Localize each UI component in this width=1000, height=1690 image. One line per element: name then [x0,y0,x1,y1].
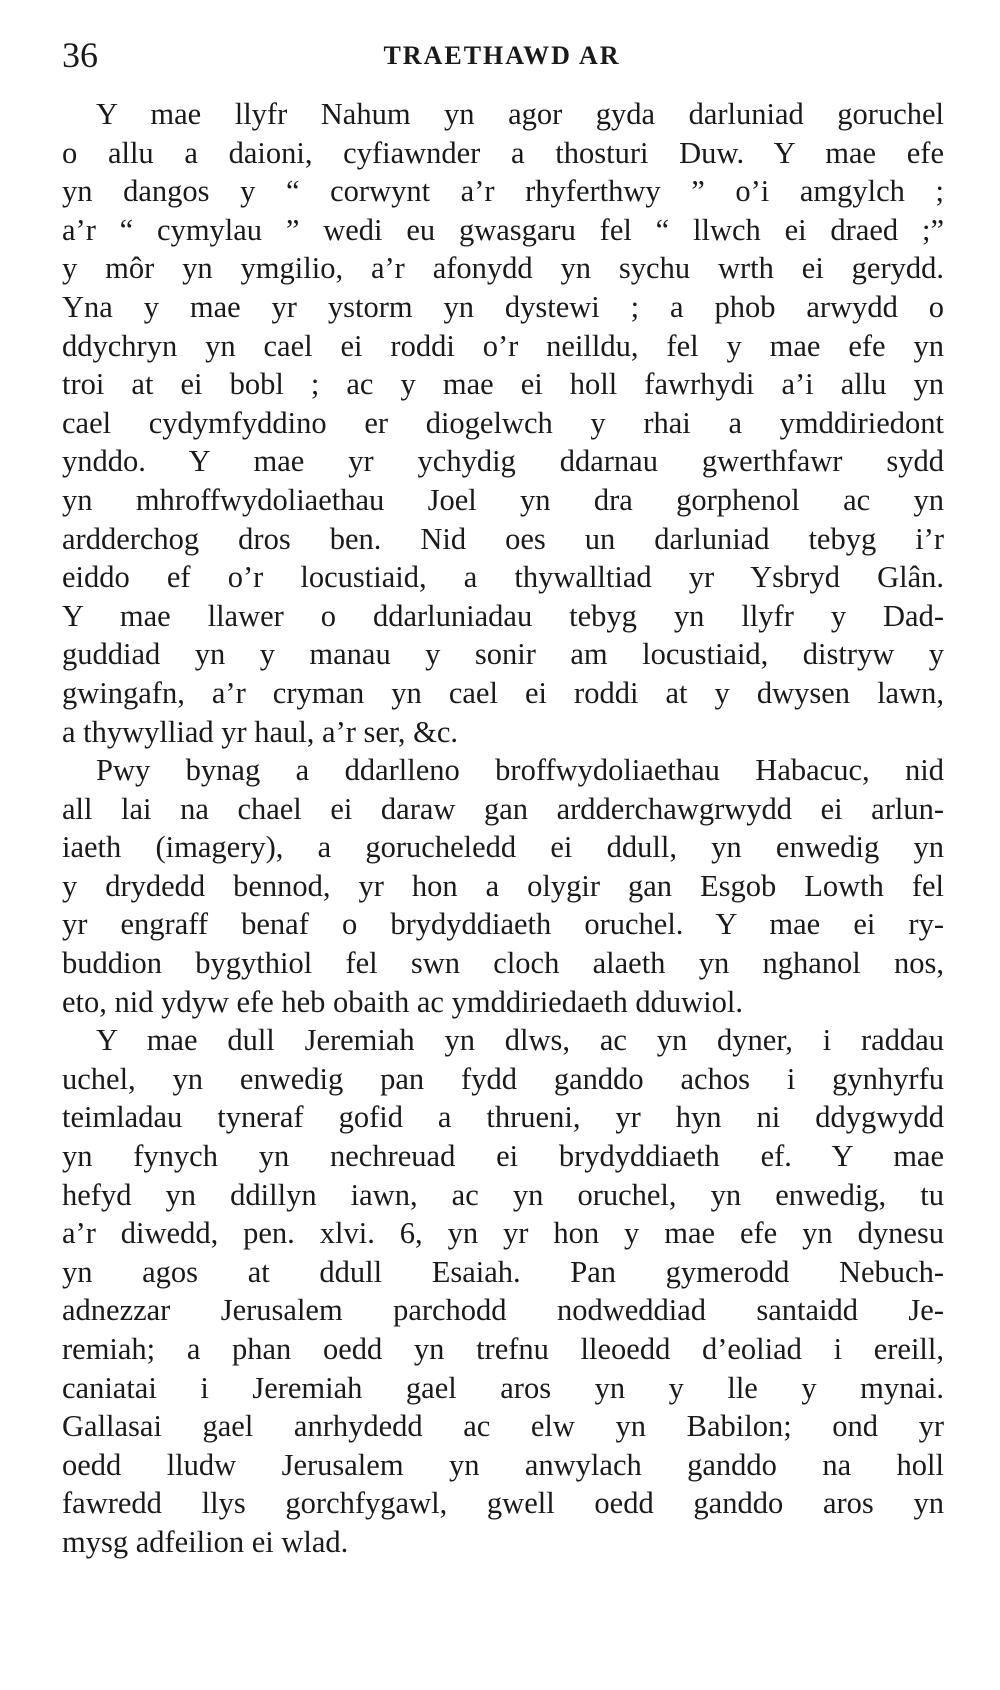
text-line: ardderchog dros ben. Nid oes un darluniad tebyg i’r [62,521,944,556]
text-line: y drydedd bennod, yr hon a olygir gan Esgob Lowth fel [62,868,944,903]
text-line: oedd lludw Jerusalem yn anwylach ganddo na holl [62,1447,944,1482]
text-line: a’r “ cymylau ” wedi eu gwasgaru fel “ llwch ei draed ;” [62,212,944,247]
text-line: yn fynych yn nechreuad ei brydyddiaeth ef. Y mae [62,1139,944,1174]
text-line: a thywylliad yr haul, a’r ser, &c. [62,714,458,749]
text-line: yr engraff benaf o brydyddiaeth oruchel. Y mae ei ry- [62,907,944,942]
text-line: yn agos at ddull Esaiah. Pan gymerodd Nebuch- [62,1254,944,1289]
text-line: cael cydymfyddino er diogelwch y rhai a ymddiriedont [62,405,944,440]
text-line: a’r diwedd, pen. xlvi. 6, yn yr hon y mae efe yn dynesu [62,1216,944,1251]
text-line: remiah; a phan oedd yn trefnu lleoedd d’eoliad i ereill, [62,1332,944,1366]
text-line: adnezzar Jerusalem parchodd nodweddiad santaidd Je- [62,1293,944,1328]
text-line: fawredd llys gorchfygawl, gwell oedd ganddo aros yn [62,1486,944,1521]
text-line: buddion bygythiol fel swn cloch alaeth yn nghanol nos, [62,946,944,981]
text-line: Y mae dull Jeremiah yn dlws, ac yn dyner, i raddau [96,1023,944,1058]
text-line: eiddo ef o’r locustiaid, a thywalltiad yr Ysbryd Glân. [62,560,944,595]
page-number: 36 [62,35,98,75]
text-line: Pwy bynag a ddarlleno broffwydoliaethau Habacuc, nid [96,753,944,788]
text-line: iaeth (imagery), a gorucheledd ei ddull, yn enwedig yn [62,830,944,865]
text-line: Yna y mae yr ystorm yn dystewi ; a phob arwydd o [62,289,944,324]
text-line: caniatai i Jeremiah gael aros yn y lle y mynai. [62,1370,944,1405]
text-line: guddiad yn y manau y sonir am locustiaid, distryw y [62,637,944,672]
text-line: teimladau tyneraf gofid a thrueni, yr hyn ni ddygwydd [62,1100,944,1135]
text-line: troi at ei bobl ; ac y mae ei holl fawrhydi a’i allu yn [62,367,944,402]
text-line: mysg adfeilion ei wlad. [62,1524,349,1559]
page-header [62,30,942,80]
text-line: gwingafn, a’r cryman yn cael ei roddi at y dwysen lawn, [62,675,944,710]
text-line: hefyd yn ddillyn iawn, ac yn oruchel, yn enwedig, tu [62,1177,944,1212]
text-line: yn mhroffwydoliaethau Joel yn dra gorphenol ac yn [62,482,944,517]
text-line: ynddo. Y mae yr ychydig ddarnau gwerthfawr sydd [62,444,944,479]
text-line: ddychryn yn cael ei roddi o’r neilldu, fel y mae efe yn [62,328,944,363]
body-text [62,95,944,1562]
text-line: y môr yn ymgilio, a’r afonydd yn sychu wrth ei gerydd. [62,251,944,286]
text-line: eto, nid ydyw efe heb obaith ac ymddiriedaeth dduwiol. [62,984,743,1019]
text-line: uchel, yn enwedig pan fydd ganddo achos i gynhyrfu [62,1061,944,1096]
text-line: yn dangos y “ corwynt a’r rhyferthwy ” o’i amgylch ; [62,174,944,209]
text-line: Gallasai gael anrhydedd ac elw yn Babilon; ond yr [62,1409,944,1444]
text-line: o allu a daioni, cyfiawnder a thosturi Duw. Y mae efe [62,135,944,170]
text-line: Y mae llyfr Nahum yn agor gyda darluniad goruchel [96,97,944,131]
text-line: all lai na chael ei daraw gan ardderchawgrwydd ei arlun- [62,791,944,826]
running-head: TRAETHAWD AR [383,41,621,70]
text-line: Y mae llawer o ddarluniadau tebyg yn llyfr y Dad- [62,598,944,633]
